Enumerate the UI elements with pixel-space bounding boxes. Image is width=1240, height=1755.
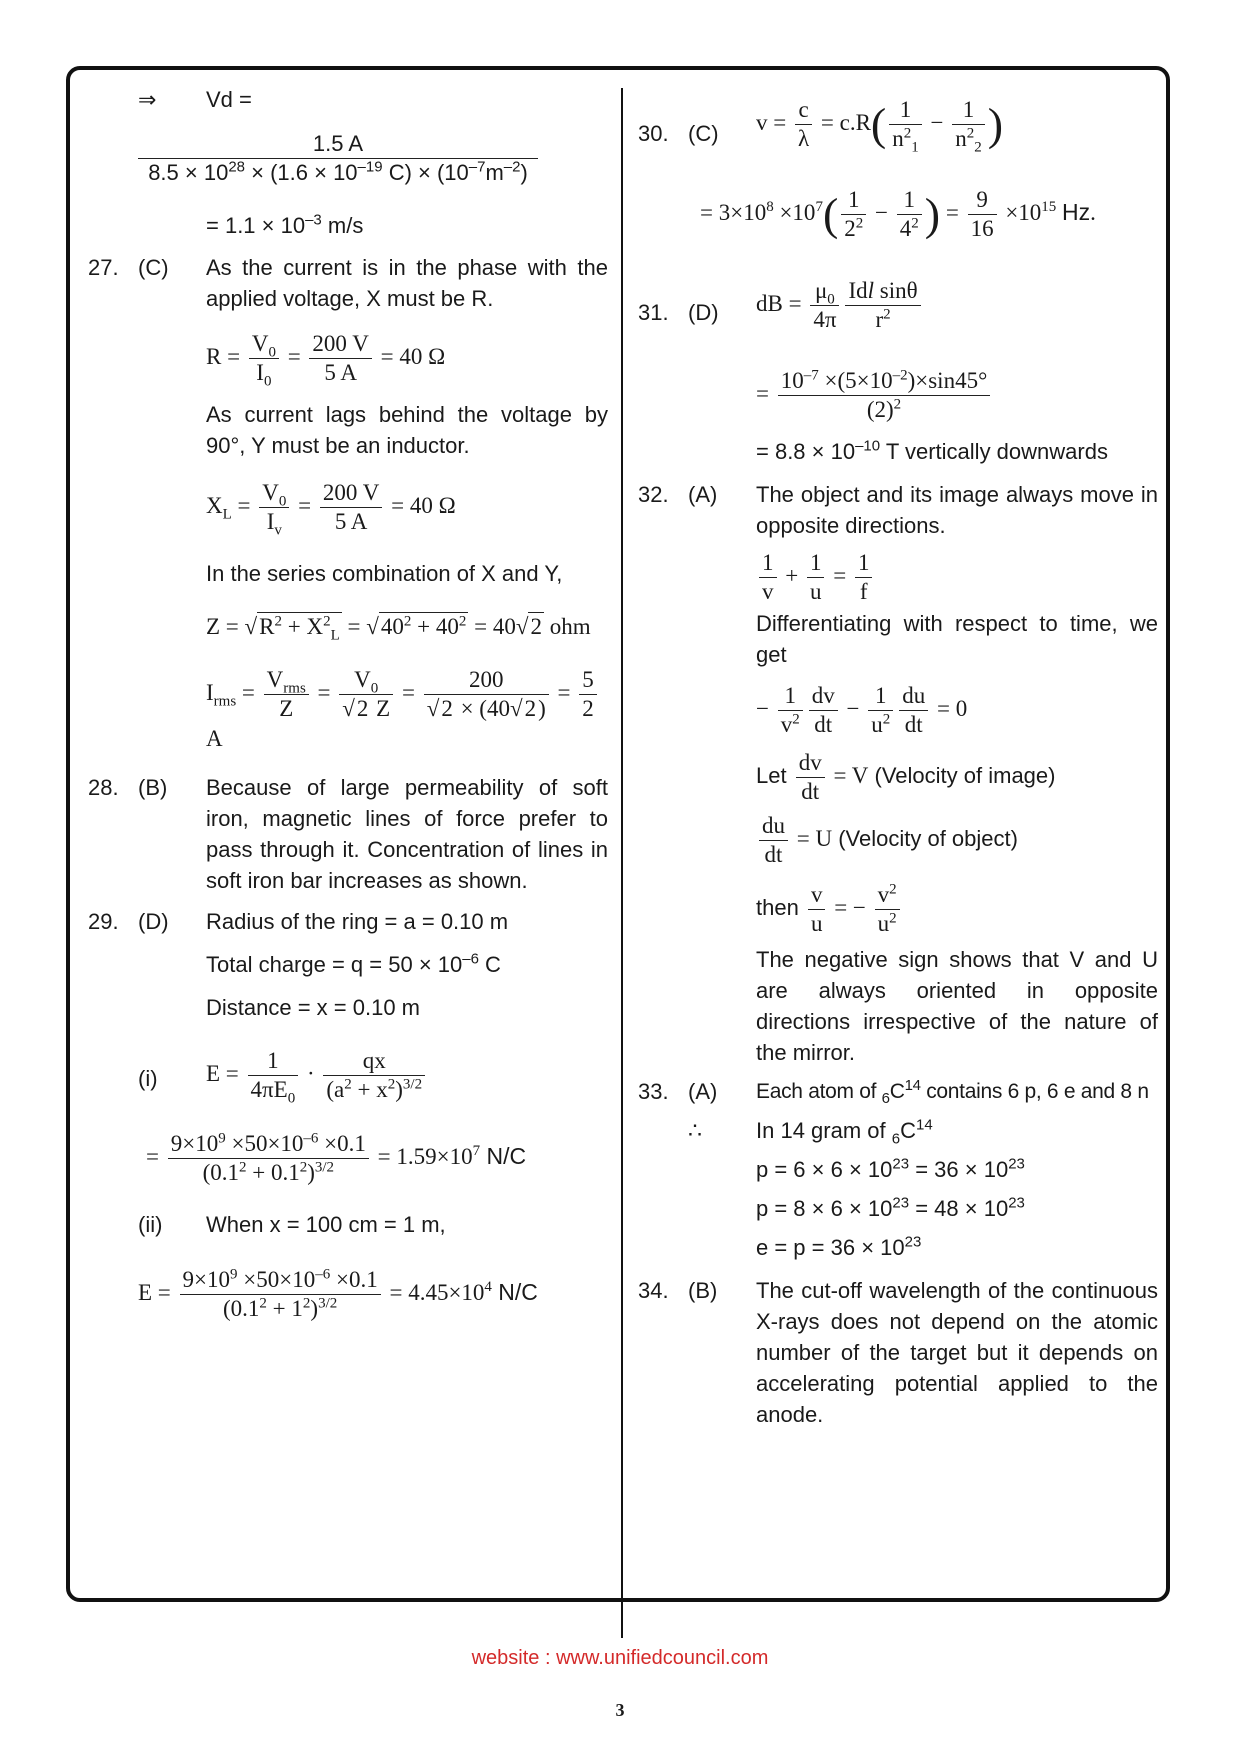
q27-resistance-formula: R = $\frac{V_0}{I_0}$ = $\frac{200 V}{5 A}$ = 40 Ω: [206, 331, 446, 390]
q31-result-exp: –10: [855, 437, 881, 455]
q29-result-1: 1.59×10: [396, 1143, 473, 1169]
hz-unit: Hz: [1062, 198, 1091, 225]
question-34: [638, 1275, 1158, 1430]
vd-result-unit: m/s: [321, 213, 364, 238]
answer-option: (D): [138, 909, 169, 934]
q33-line1-a: Each atom of: [756, 1080, 882, 1103]
answer-option: (C): [138, 255, 169, 280]
question-31: [638, 277, 1158, 347]
left-column: [88, 84, 608, 1323]
answer-option: (A): [688, 1079, 718, 1104]
let-label: Let: [756, 762, 787, 788]
q31-result-value: = 8.8 × 10: [756, 439, 856, 464]
q33-line2: ∴ In 14 gram of $_6C^{14}$: [688, 1116, 933, 1148]
q27-impedance-formula: $Z = √R^2 + X^2_L = √40^2 + 40^2 = 40√2$ ohm: [206, 613, 591, 644]
answer-option: (D): [688, 300, 719, 325]
q31-result-unit: T vertically downwards: [880, 439, 1108, 464]
exp-23: 23: [1008, 1155, 1025, 1173]
q31-calc: = $\frac{10^{-7} \times(5\times 10^{-2})\times\sin 45^\circ}{(2)^2}$: [756, 367, 1158, 424]
q29-field-value-1: = $\frac{9\times 10^9 \times 50\times 10^{-6} \times 0.1}{(0.1^2 + 0.1^2)^{3/2}}$ = $1.59\times 10^7$ N/C: [146, 1130, 527, 1185]
q29-charge-exp: –6: [462, 950, 479, 968]
page-number: 3: [615, 1700, 625, 1720]
q29-part-ii-text: When x = 100 cm = 1 m,: [206, 1212, 446, 1237]
vd-result-exp: –3: [305, 211, 322, 229]
then-label: then: [756, 894, 799, 920]
answer-option: (C): [688, 121, 719, 146]
q33-line4-b: = 48 × 10: [909, 1196, 1009, 1221]
q32-mirror-formula: $\frac{1}{v}$ + $\frac{1}{u}$ = $\frac{1}{f}$: [756, 549, 1158, 606]
q33-line3-a: p = 6 × 6 × 10: [756, 1157, 893, 1182]
q29-charge-unit: C: [478, 952, 501, 977]
q29-charge-value: Total charge = q = 50 × 10: [206, 952, 463, 977]
exp-23: 23: [892, 1194, 910, 1212]
question-33: [638, 1076, 1158, 1107]
website-footer[interactable]: website : www.unifiedcouncil.com: [471, 1647, 769, 1669]
question-27: [88, 252, 608, 314]
q34-para1: The cut-off wavelength of the continuous X-rays does not depend on the atomic number of the target but it depends on accelerating potential applied to the anode.: [756, 1278, 1158, 1427]
q29-result-1-exp: 7: [472, 1143, 481, 1160]
q30-formula: v = $\frac{c}{\lambda}$ = c.R( $\frac{1}{n^2_1}$ − $\frac{1}{n^2_2}$ ): [756, 97, 1004, 156]
q32-para2: Differentiating with respect to time, we get: [756, 611, 1158, 667]
q33-line4-a: p = 8 × 6 × 10: [756, 1196, 893, 1221]
q31-result: [756, 436, 1158, 467]
question-number: 28.: [88, 775, 119, 800]
vd-numerator: 1.5 A: [138, 130, 538, 159]
velocity-image-label: (Velocity of image): [874, 762, 1056, 788]
question-number: 27.: [88, 255, 119, 280]
q29-result-2-unit: N/C: [491, 1278, 538, 1305]
q32-let-u: $\frac{du}{dt}$ = U (Velocity of object): [756, 812, 1158, 869]
exp-23: 23: [892, 1155, 910, 1173]
q29-radius: Radius of the ring = a = 0.10 m: [206, 909, 509, 934]
question-30: [638, 96, 1158, 176]
q31-formula: dB = $\frac{\mu_0}{4\pi}$ $\frac{\text{Idl sinθ}}{r^2}$: [756, 277, 1158, 334]
q27-para3: In the series combination of X and Y,: [206, 561, 563, 586]
part-i-label: (i): [138, 1066, 158, 1091]
q32-then: then $\frac{v}{u}$ = − $\frac{v^2}{u^2}$: [756, 881, 1158, 938]
exp-23: 23: [1008, 1194, 1025, 1212]
q29-part-ii: [88, 1209, 608, 1240]
vd-formula: [88, 130, 608, 210]
q29-charge: [206, 949, 608, 980]
question-number: 29.: [88, 909, 119, 934]
question-32: [638, 479, 1158, 541]
q29-result-2-exp: 4: [484, 1279, 492, 1296]
vd-fraction: [138, 130, 538, 187]
q29-result-1-unit: N/C: [480, 1142, 527, 1169]
q33-line4: [756, 1193, 1158, 1224]
q28-para1: Because of large permeability of soft iron, magnetic lines of force prefer to pass through it. Concentration of lines in soft iron bar increases as shown.: [206, 775, 608, 893]
part-ii-label: (ii): [138, 1212, 163, 1237]
q33-line3: [756, 1154, 1158, 1185]
q33-line2-text: In 14 gram of: [756, 1118, 892, 1143]
q33-line3-b: = 36 × 10: [909, 1157, 1009, 1182]
q33-line5: [756, 1232, 1158, 1263]
question-number: 34.: [638, 1278, 669, 1303]
q33-line1-b: contains 6 p, 6 e and 8 n: [920, 1080, 1149, 1103]
vd-result: [88, 210, 608, 252]
answer-option: (B): [688, 1278, 718, 1303]
q29-field-value-2: E = $\frac{9\times 10^9 \times 50\times 10^{-6} \times 0.1}{(0.1^2 + 1^2)^{3/2}}$ = $4.45\times 10^4$ N/C: [138, 1266, 538, 1321]
column-divider: [621, 88, 623, 1638]
q33-line1: Each atom of $_6C^{14}$ contains 6 p, 6 e and 8 n: [756, 1077, 1149, 1108]
q29-distance: Distance = x = 0.10 m: [206, 995, 420, 1020]
velocity-object-label: (Velocity of object): [838, 825, 1018, 851]
q32-para1: The object and its image always move in opposite directions.: [756, 482, 1158, 538]
therefore-symbol: ∴: [688, 1118, 702, 1143]
q27-irms-formula: $I_{rms}$ = $\frac{V_{rms}}{Z}$ = $\frac{V_0}{√2 Z}$ = $\frac{200}{√2 \times (40√2)}$ = $\frac{5}{2}$ A: [206, 666, 608, 754]
question-28: [88, 772, 608, 896]
q32-let-v: Let $\frac{dv}{dt}$ = V (Velocity of image): [756, 750, 1056, 804]
vd-label: Vd =: [206, 87, 252, 112]
q29-result-2: 4.45×10: [408, 1279, 485, 1305]
answer-option: (B): [138, 775, 168, 800]
vd-result-value: = 1.1 × 10: [206, 213, 306, 238]
vd-denominator: $8.5 \times 10^{28} \times (1.6 \times 10^{-19}$ $C) \times (10^{-7}m^{-2})$: [148, 158, 528, 185]
q27-para1: As the current is in the phase with the applied voltage, X must be R.: [206, 255, 608, 311]
right-column: [638, 96, 1158, 1430]
q32-diff-formula: − $\frac{1}{v^2}$ $\frac{dv}{dt}$ − $\frac{1}{u^2}$ $\frac{du}{dt}$ = 0: [756, 683, 968, 737]
q27-para2: As current lags behind the voltage by 90°, Y must be an inductor.: [206, 402, 608, 458]
question-number: 32.: [638, 482, 669, 507]
answer-option: (A): [688, 482, 718, 507]
vd-line: [88, 84, 608, 120]
question-number: 33.: [638, 1079, 669, 1104]
question-29: [88, 906, 608, 937]
question-number: 30.: [638, 121, 669, 146]
question-number: 31.: [638, 300, 669, 325]
implies-symbol: ⇒: [138, 87, 157, 112]
q29-field-formula: (i) E = $\frac{1}{4\pi E_0}$ · $\frac{qx}{(a^2 + x^2)^{3/2}}$: [88, 1047, 608, 1104]
q30-calc: = $3\times 10^8 \times 10^7$( $\frac{1}{2^2}$ − $\frac{1}{4^2}$ ) = $\frac{9}{16}$ $\times 10^{15}$ Hz.: [700, 187, 1096, 241]
q27-reactance-formula: $X_L$ = $\frac{V_0}{I_v}$ = $\frac{200 V}{5 A}$ = 40 Ω: [206, 480, 456, 539]
q33-line5-a: e = p = 36 × 10: [756, 1235, 905, 1260]
q32-para3: The negative sign shows that V and U are always oriented in opposite directions irrespective of the nature of the mirror.: [756, 947, 1158, 1065]
exp-23: 23: [904, 1233, 922, 1251]
